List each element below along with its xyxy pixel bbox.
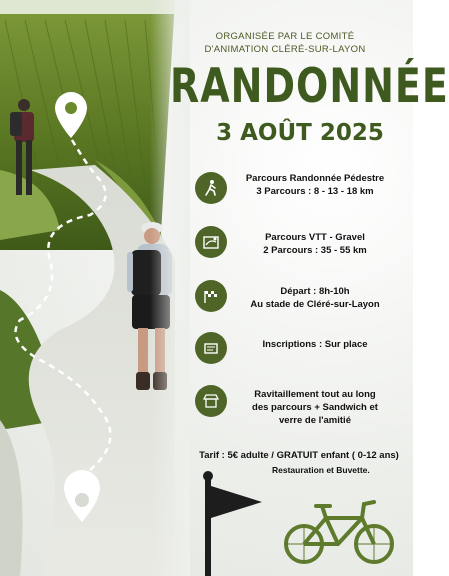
info-line: 3 Parcours : 8 - 13 - 18 km — [256, 186, 374, 197]
hiker-icon — [195, 172, 227, 204]
info-text — [231, 231, 399, 257]
info-line: Parcours VTT - Gravel — [265, 232, 365, 243]
food-stand-icon — [195, 385, 227, 417]
event-title: RANDONNÉE — [170, 58, 449, 113]
info-line: des parcours + Sandwich et — [252, 402, 378, 413]
info-line: Départ : 8h-10h — [280, 286, 350, 297]
organizer-text — [180, 30, 390, 56]
info-line: 2 Parcours : 35 - 55 km — [263, 245, 367, 256]
info-line: Ravitaillement tout au long — [254, 389, 376, 400]
info-line: Parcours Randonnée Pédestre — [245, 173, 385, 184]
info-line: Au stade de Cléré-sur-Layon — [250, 299, 380, 310]
info-walking-routes — [195, 172, 400, 208]
event-date: 3 AOÛT 2025 — [216, 120, 384, 146]
info-text — [231, 338, 399, 351]
catering-text: Restauration et Buvette. — [272, 465, 370, 475]
info-line: Inscriptions : Sur place — [262, 339, 368, 350]
info-refreshments — [195, 385, 400, 433]
info-registration — [195, 332, 400, 368]
info-text — [231, 388, 399, 427]
checkered-flag-icon — [195, 280, 227, 312]
registration-icon — [195, 332, 227, 364]
bicycle-icon — [282, 496, 396, 566]
flag-icon — [196, 470, 266, 576]
organizer-line-1: ORGANISÉE PAR LE COMITÉ — [215, 31, 355, 42]
info-text — [231, 172, 399, 198]
info-text — [231, 285, 399, 311]
price-text: Tarif : 5€ adulte / GRATUIT enfant ( 0-12 ans) — [199, 450, 399, 461]
info-bike-routes — [195, 226, 400, 262]
organizer-line-2: D'ANIMATION CLÉRÉ-SUR-LAYON — [204, 44, 366, 55]
info-departure — [195, 280, 400, 316]
map-icon — [195, 226, 227, 258]
info-line: verre de l'amitié — [279, 415, 351, 426]
